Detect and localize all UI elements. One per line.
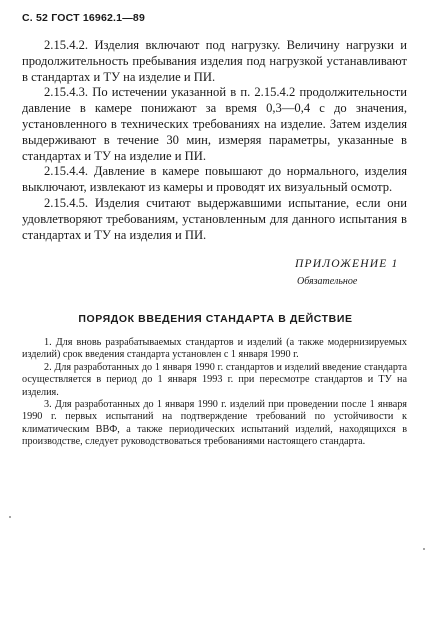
section-paragraph-2: 2. Для разработанных до 1 января 1990 г. стандартов и изделий введение стандарта осуществляется в период до 1 января 1993 г. при пересмотре стандартов и ТУ на изделия. xyxy=(22,361,407,398)
section-paragraph-1: 1. Для вновь разрабатываемых стандартов и изделий (а также модернизируемых изделий) срок введения стандарта установлен с 1 января 1990 г. xyxy=(22,337,407,361)
paragraph-2-15-4-4: 2.15.4.4. Давление в камере повышают до нормального, изделия выключают, извлекают из камеры и проводят их визуальный осмотр. xyxy=(22,164,407,195)
paragraph-2-15-4-3: 2.15.4.3. По истечении указанной в п. 2.15.4.2 продолжительности давление в камере понижают за время 0,3—0,4 с до значения, установленного в технических требованиях на изделие. Затем изделия выдерживают в течение 30 мин, измеряя параметры, указанные в стандартах и ТУ на изделие и ПИ. xyxy=(22,85,407,163)
main-text-block xyxy=(22,38,407,243)
section-text-block xyxy=(22,337,407,449)
appendix-subtitle: Обязательное xyxy=(297,276,358,287)
paragraph-2-15-4-5: 2.15.4.5. Изделия считают выдержавшими испытание, если они удовлетворяют требованиям, установленным для данного испытания в стандартах и ТУ на изделия и ПИ. xyxy=(22,195,407,242)
appendix-title: ПРИЛОЖЕНИЕ 1 xyxy=(295,258,399,270)
section-title: ПОРЯДОК ВВЕДЕНИЯ СТАНДАРТА В ДЕЙСТВИЕ xyxy=(78,313,353,325)
page-header: С. 52 ГОСТ 16962.1—89 xyxy=(22,12,145,24)
scan-speck xyxy=(423,548,425,550)
scan-speck xyxy=(9,516,11,518)
section-paragraph-3: 3. Для разработанных до 1 января 1990 г. изделий при проведении после 1 января 1990 г. первых испытаний на подтверждение требований по устойчивости к климатическим ВВФ, а также периодических испытаний изделий, находящихся в производстве, следует руководствоваться требованиями настоящего стандарта. xyxy=(22,399,407,448)
paragraph-2-15-4-2: 2.15.4.2. Изделия включают под нагрузку. Величину нагрузки и продолжительность пребывания изделия под нагрузкой устанавливают в стандартах и ТУ на изделие и ПИ. xyxy=(22,38,407,84)
